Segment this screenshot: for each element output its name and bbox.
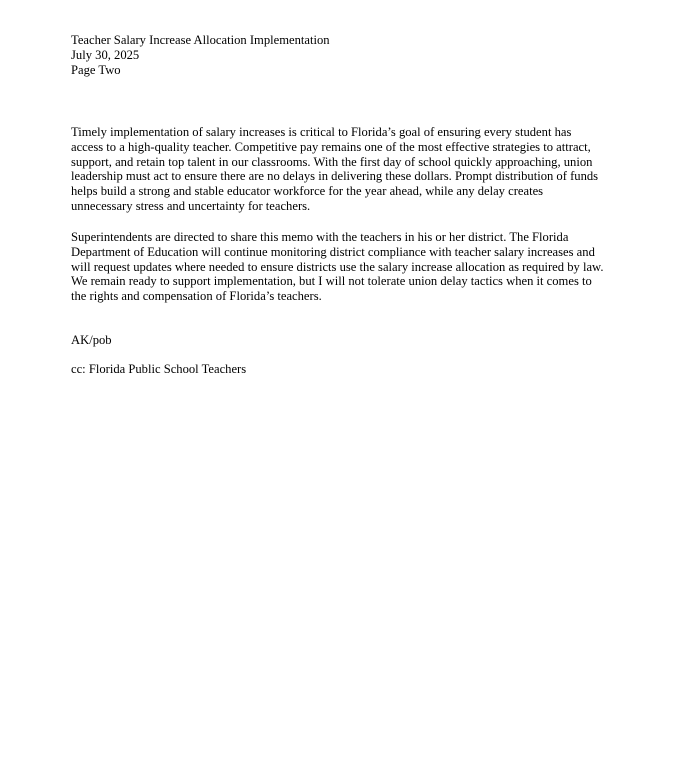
- body-paragraph-1: Timely implementation of salary increases is critical to Florida’s goal of ensuring every student has access to a high-quality teacher. Competitive pay remains one of the most effective strategies to attract, support, and retain top talent in our classrooms. With the first day of school quickly approaching, union leadership must act to ensure there are no delays in delivering these dollars. Prompt distribution of funds helps build a strong and stable educator workforce for the year ahead, while any delay creates unnecessary stress and uncertainty for teachers.: [71, 125, 599, 213]
- memo-subject: Teacher Salary Increase Allocation Implementation: [71, 33, 330, 47]
- author-initials: AK/pob: [71, 333, 112, 347]
- page-number: Page Two: [71, 62, 121, 77]
- cc-line: cc: Florida Public School Teachers: [71, 362, 247, 376]
- body-paragraph-2: Superintendents are directed to share this memo with the teachers in his or her district. The Florida Department of Education will continue monitoring district compliance with teacher salary increases and will request updates where needed to ensure districts use the salary increase allocation as required by law. We remain ready to support implementation, but I will not tolerate union delay tactics when it comes to the rights and compensation of Florida’s teachers.: [71, 230, 604, 304]
- page-header: [71, 33, 330, 77]
- memo-date: July 30, 2025: [71, 47, 140, 62]
